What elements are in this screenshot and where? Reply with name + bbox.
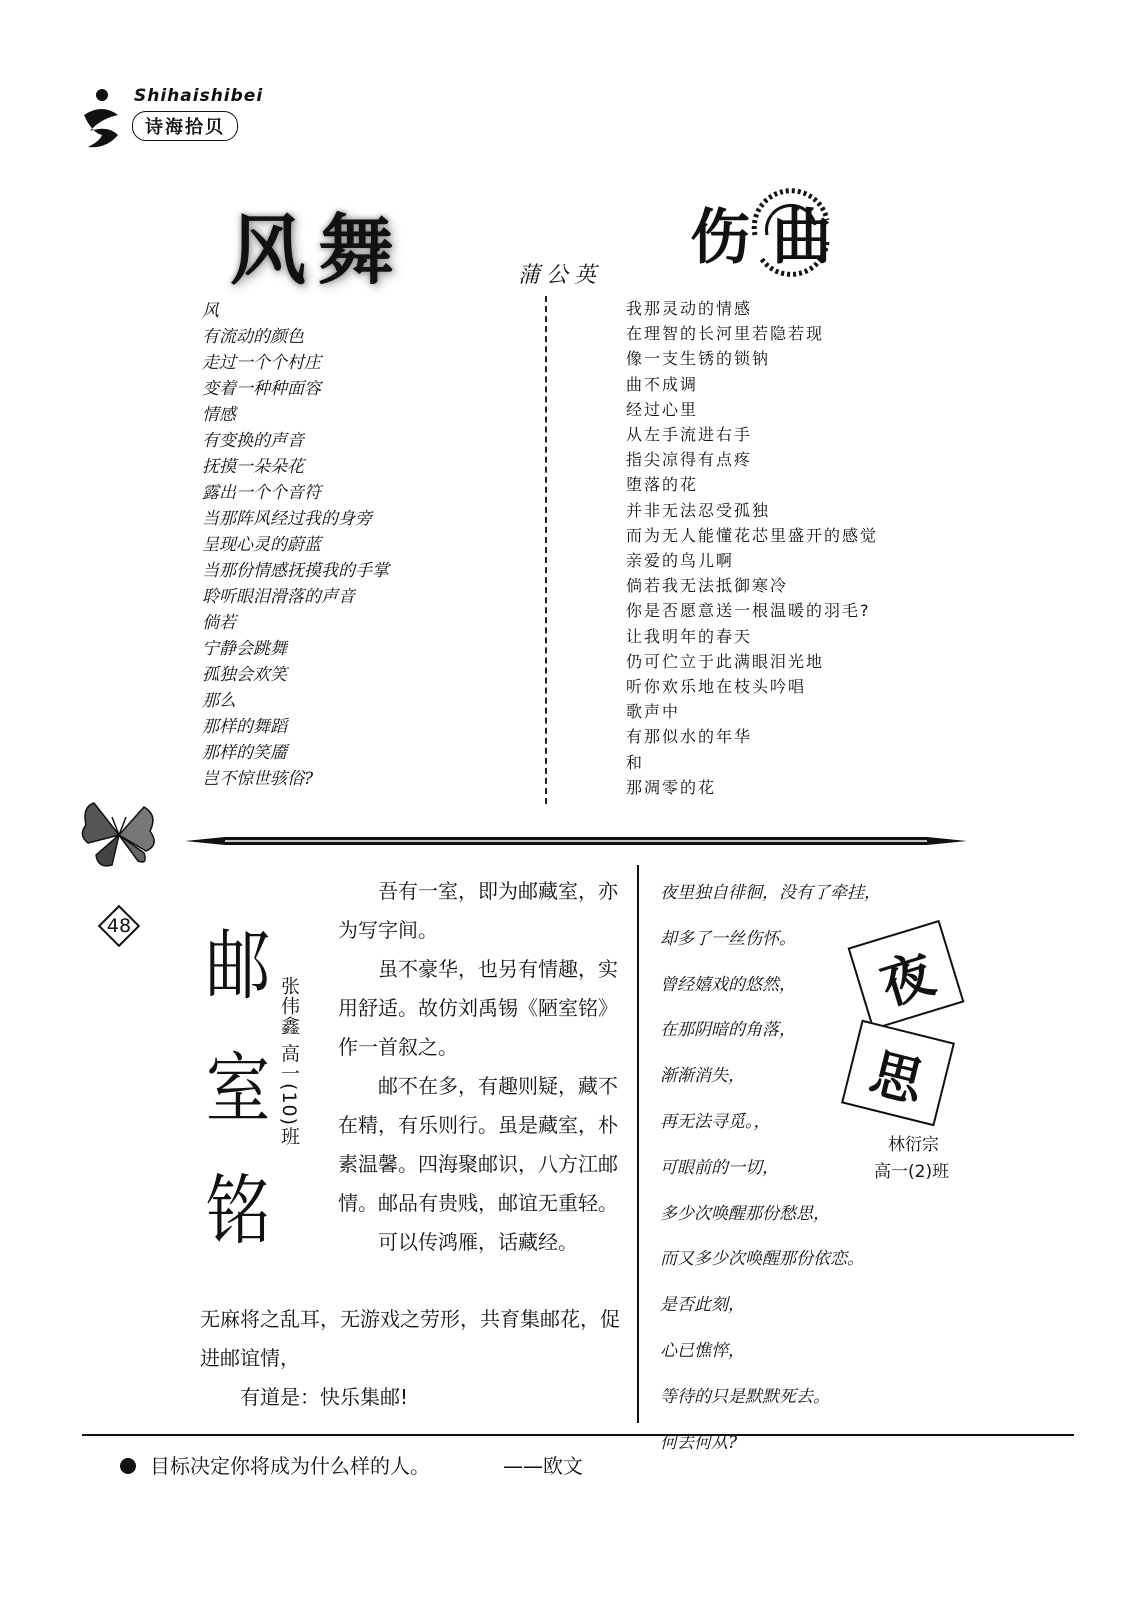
poem-line: 那样的舞蹈 [202, 717, 287, 737]
poem-line: 经过心里 [626, 399, 699, 419]
poem-line: 指尖凉得有点疼 [626, 450, 753, 470]
bullet-icon [120, 1458, 136, 1474]
poem-line: 渐渐消失， [660, 1066, 745, 1087]
poem-line: 有流动的颜色 [202, 327, 304, 347]
poem-line: 抚摸一朵朵花 [202, 457, 304, 477]
poem-line: 从左手流进右手 [626, 425, 753, 445]
poem-line: 走过一个个村庄 [202, 353, 321, 373]
poem-line: 而又多少次唤醒那份依恋。 [660, 1249, 864, 1270]
butterfly-icon [74, 795, 164, 875]
poem-line: 仍可伫立于此满眼泪光地 [626, 651, 825, 671]
poem-line: 那么 [202, 691, 236, 711]
essay-paragraph: 邮不在多，有趣则疑，藏不在精，有乐则行。虽是藏室，朴素温馨。四海聚邮识，八方江邮情。邮品有贵贱，邮谊无重轻。 [338, 1074, 618, 1215]
poem-line: 那样的笑靥 [202, 743, 287, 763]
poem-line: 变着一种种面容 [202, 379, 321, 399]
poem-line: 你是否愿意送一根温暖的羽毛? [626, 601, 871, 621]
poem-line: 宁静会跳舞 [202, 639, 287, 659]
poem-line: 曾经嬉戏的悠然， [660, 974, 796, 995]
poem-line: 情感 [202, 405, 236, 425]
poem-line: 亲爱的鸟儿啊 [626, 551, 735, 571]
column-divider-solid [637, 865, 639, 1423]
section-divider-rule [185, 836, 967, 846]
poem-line: 却多了一丝伤怀。 [660, 928, 796, 949]
poem-line: 何去何从? [660, 1432, 738, 1453]
footer-quote: 目标决定你将成为什么样的人。 [150, 1454, 430, 1478]
poem-title-feng-wu: 风舞 [230, 206, 406, 295]
poem-line: 倘若 [202, 613, 236, 633]
footer-attribution: ——欧文 [503, 1454, 583, 1478]
column-divider-dashed [545, 296, 547, 804]
poem-line: 再无法寻觅。， [660, 1111, 771, 1132]
poem-line: 并非无法忍受孤独 [626, 500, 771, 520]
poem-line: 风 [202, 301, 219, 321]
poem-line: 我那灵动的情感 [626, 299, 753, 318]
poem-shang-qu-body [626, 296, 878, 800]
poem-line: 在那阴暗的角落， [660, 1020, 796, 1041]
poem-line: 岂不惊世骇俗? [202, 769, 314, 789]
poem-line: 有那似水的年华 [626, 727, 753, 747]
essay-paragraph: 有道是：快乐集邮! [240, 1385, 409, 1409]
poem-line: 堕落的花 [626, 475, 699, 495]
poem-line: 那凋零的花 [626, 777, 717, 797]
poem-line: 等待的只是默默死去。 [660, 1386, 830, 1407]
poem-line: 夜里独自徘徊，没有了牵挂， [660, 883, 881, 903]
poem-line: 是否此刻， [660, 1295, 745, 1316]
essay-paragraph: 虽不豪华，也另有情趣，实用舒适。故仿刘禹锡《陋室铭》作一首叙之。 [338, 957, 618, 1059]
poem-line: 可眼前的一切， [660, 1157, 779, 1178]
author-byline: 张伟鑫 高一(10)班 [278, 976, 300, 1147]
poem-line: 让我明年的春天 [626, 626, 753, 646]
poem-author-class: 高一(2)班 [874, 1162, 950, 1182]
poem-line: 孤独会欢笑 [202, 665, 287, 685]
poem-feng-wu-body [202, 298, 389, 792]
poem-line: 露出一个个音符 [202, 483, 321, 503]
poem-line: 像一支生锈的锁钠 [626, 349, 771, 369]
poem-line: 曲不成调 [626, 374, 699, 394]
poem-line: 在理智的长河里若隐若现 [626, 324, 825, 344]
essay-body [338, 872, 623, 1262]
poem-line: 和 [626, 752, 645, 772]
poem-author-pgy: 蒲公英 [518, 263, 603, 288]
poem-line: 而为无人能懂花芯里盛开的感觉 [626, 525, 879, 545]
brand-column-title: 诗海拾贝 [132, 111, 238, 141]
brand-logo-icon [78, 85, 126, 155]
seal-char-you: 邮 [205, 921, 271, 1010]
seal-char-ming: 铭 [205, 1166, 271, 1255]
poem-line: 当那份情感抚摸我的手掌 [202, 561, 389, 581]
seal-char-shi: 室 [205, 1044, 271, 1133]
title-char-ye: 夜 [873, 943, 942, 1017]
poem-line: 呈现心灵的蔚蓝 [202, 535, 321, 555]
poem-line: 当那阵风经过我的身旁 [202, 509, 372, 529]
page-number: 48 [106, 915, 132, 937]
footer-rule [82, 1434, 1074, 1436]
title-char-si: 思 [864, 1042, 930, 1114]
brand-roman: Shihaishibei [134, 86, 264, 106]
essay-body-continued [200, 1300, 625, 1417]
poem-line: 心已憔悴， [660, 1340, 745, 1361]
poem-author-lyz: 林衍宗 [888, 1135, 939, 1155]
poem-line: 倘若我无法抵御寒冷 [626, 576, 789, 596]
poem-ye-si-body [660, 871, 881, 1466]
essay-paragraph: 无麻将之乱耳，无游戏之劳形，共育集邮花，促进邮谊情， [200, 1307, 620, 1370]
poem-line: 听你欢乐地在枝头吟唱 [626, 677, 807, 697]
essay-paragraph: 可以传鸿雁，话藏经。 [378, 1230, 578, 1254]
poem-line: 多少次唤醒那份愁思， [660, 1203, 830, 1224]
poem-title-shang-qu: 伤曲 [690, 203, 854, 273]
essay-paragraph: 吾有一室，即为邮藏室，亦为写字间。 [338, 879, 618, 942]
poem-line: 有变换的声音 [202, 431, 304, 451]
poem-line: 歌声中 [626, 702, 681, 722]
poem-line: 聆听眼泪滑落的声音 [202, 587, 355, 607]
